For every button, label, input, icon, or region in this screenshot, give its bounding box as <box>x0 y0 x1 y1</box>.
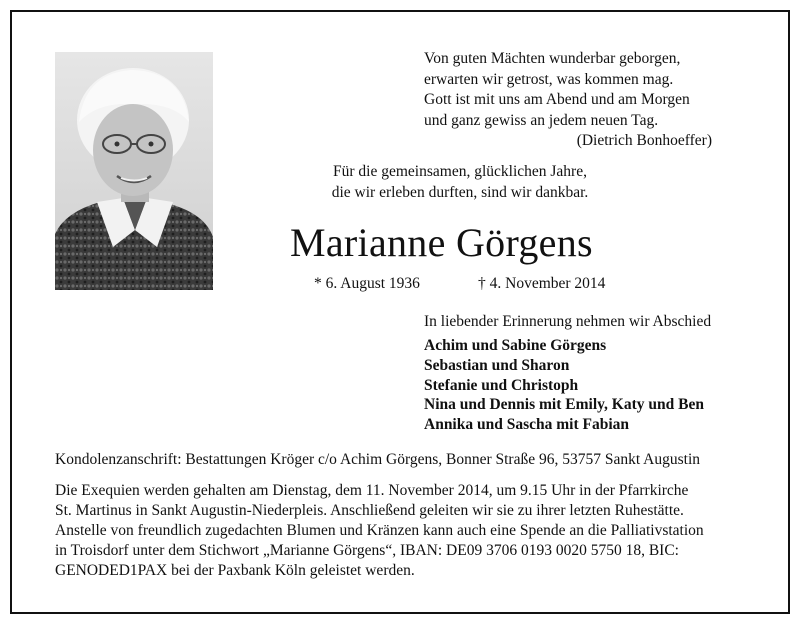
gratitude-line: Für die gemeinsamen, glücklichen Jahre, <box>333 163 587 180</box>
poem-line: Gott ist mit uns am Abend und am Morgen <box>424 91 690 108</box>
poem-line: erwarten wir getrost, was kommen mag. <box>424 70 674 88</box>
mourner-name: Stefanie und Christoph <box>424 376 579 394</box>
farewell-line: In liebender Erinnerung nehmen wir Abschied <box>424 313 712 330</box>
death-date: † 4. November 2014 <box>478 275 606 292</box>
service-line: Anstelle von freundlich zugedachten Blumen und Kränzen kann auch eine Spende an die Palliativstation <box>55 522 704 539</box>
mourner-name: Annika und Sascha mit Fabian <box>424 416 630 434</box>
poem-author: (Dietrich Bonhoeffer) <box>576 132 712 149</box>
poem-line: und ganz gewiss an jedem neuen Tag. <box>424 111 659 129</box>
condolence-address: Kondolenzanschrift: Bestattungen Kröger c/o Achim Görgens, Bonner Straße 96, 53757 Sankt Augustin <box>55 451 701 468</box>
service-line: St. Martinus in Sankt Augustin-Niederpleis. Anschließend geleiten wir sie zu ihrer letzten Ruhestätte. <box>55 502 684 519</box>
gratitude-statement <box>300 161 620 203</box>
service-details <box>55 481 745 581</box>
service-line: GENODED1PAX bei der Paxbank Köln geleistet werden. <box>55 562 415 579</box>
mourner-name: Achim und Sabine Görgens <box>424 337 607 354</box>
poem <box>424 49 744 152</box>
mourner-name: Sebastian und Sharon <box>424 356 570 374</box>
mourners-list <box>424 336 704 435</box>
gratitude-line: die wir erleben durften, sind wir dankbar. <box>331 184 589 201</box>
deceased-name: Marianne Görgens <box>290 220 593 265</box>
service-line: Die Exequien werden gehalten am Dienstag, dem 11. November 2014, um 9.15 Uhr in der Pfarrkirche <box>55 482 689 499</box>
portrait-photo <box>55 52 213 290</box>
poem-line: Von guten Mächten wunderbar geborgen, <box>424 50 681 67</box>
service-line: in Troisdorf unter dem Stichwort „Marianne Görgens“, IBAN: DE09 3706 0193 0020 5750 18, BIC: <box>55 542 679 559</box>
mourner-name: Nina und Dennis mit Emily, Katy und Ben <box>424 396 704 414</box>
birth-date: * 6. August 1936 <box>314 275 420 292</box>
